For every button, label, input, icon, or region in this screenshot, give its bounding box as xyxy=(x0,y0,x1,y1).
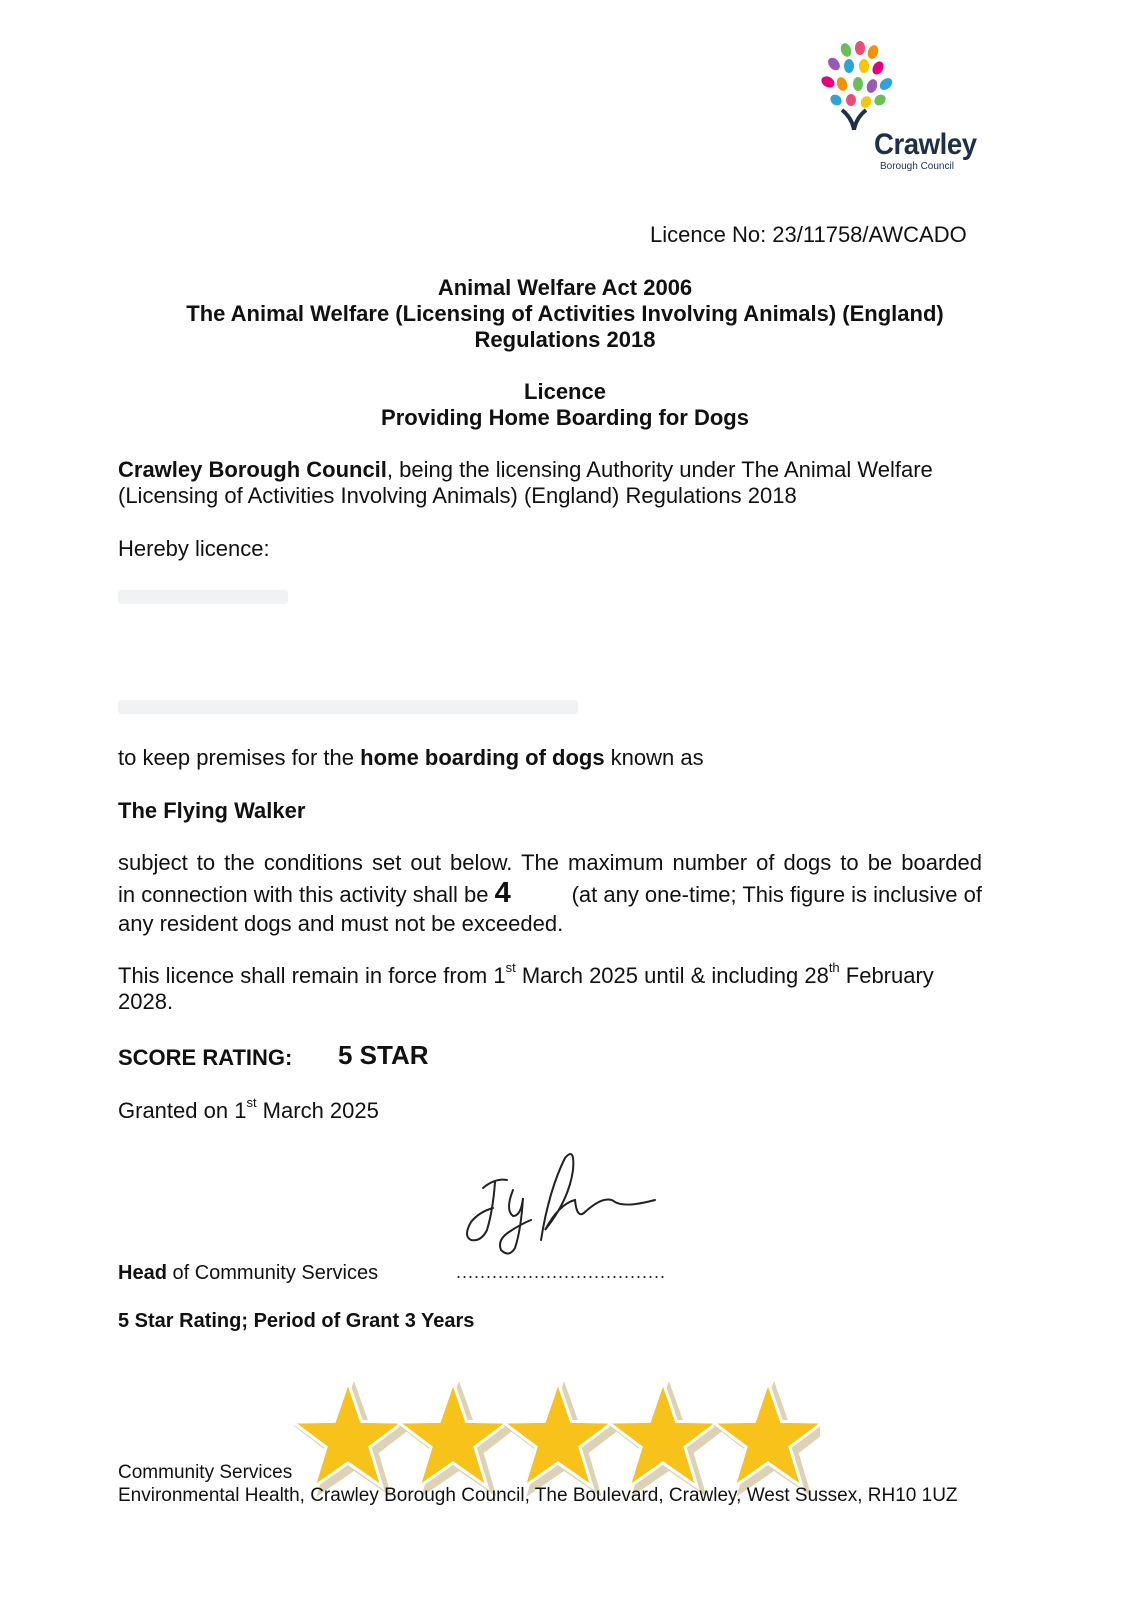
redacted-licensee-address xyxy=(118,700,578,714)
granted-date xyxy=(118,1094,379,1124)
intro-line-1 xyxy=(118,456,933,483)
validity-line-2: 2028. xyxy=(118,989,174,1014)
conditions-post: (at any one-time; This figure is inclusive of xyxy=(571,882,982,907)
granted-pre: Granted on 1 xyxy=(118,1098,247,1123)
regulations-title: The Animal Welfare (Licensing of Activities Involving Animals) (England) xyxy=(186,301,944,326)
crawley-logo xyxy=(830,40,1000,175)
granted-post: March 2025 xyxy=(256,1098,379,1123)
tree-icon xyxy=(816,40,916,130)
regulations-year: Regulations 2018 xyxy=(474,327,656,352)
validity-post: February xyxy=(839,963,934,988)
conditions-line-1: subject to the conditions set out below. The maximum number of dogs to be boarded xyxy=(118,850,982,875)
licence-heading: Licence xyxy=(524,379,606,404)
signatory-role: Head xyxy=(118,1262,167,1284)
five-star-rating xyxy=(270,1380,820,1500)
star-icon xyxy=(713,1381,820,1497)
intro-text: , being the licensing Authority under The Animal Welfare xyxy=(386,457,933,482)
star-icon xyxy=(293,1381,415,1497)
signature-line: ................................... xyxy=(456,1262,667,1282)
redacted-licensee-name xyxy=(118,590,288,604)
conditions-line-2 xyxy=(118,877,982,909)
signatory xyxy=(118,1260,378,1286)
premises-pre: to keep premises for the xyxy=(118,745,361,770)
business-name: The Flying Walker xyxy=(118,798,306,823)
max-dogs: 4 xyxy=(494,877,511,909)
council-name: Crawley Borough Council xyxy=(118,457,387,482)
conditions-pre-text: in connection with this activity shall be xyxy=(118,882,495,907)
star-icon xyxy=(398,1381,520,1497)
granted-sup: st xyxy=(246,1094,257,1110)
validity-line-1 xyxy=(118,959,934,989)
signatory-department: of Community Services xyxy=(166,1262,379,1284)
rating-summary: 5 Star Rating; Period of Grant 3 Years xyxy=(118,1310,475,1332)
score-value: 5 STAR xyxy=(338,1040,429,1070)
premises-line xyxy=(118,744,704,771)
validity-sup-2: th xyxy=(828,959,840,975)
conditions-line-3: any resident dogs and must not be exceeded. xyxy=(118,911,564,936)
intro-line-2: (Licensing of Activities Involving Animals) (England) Regulations 2018 xyxy=(118,483,797,508)
star-icon xyxy=(503,1381,625,1497)
hereby-licence: Hereby licence: xyxy=(118,536,270,561)
signature xyxy=(465,1150,685,1260)
premises-post: known as xyxy=(604,745,704,770)
footer-address: Environmental Health, Crawley Borough Council, The Boulevard, Crawley, West Sussex, RH10 1UZ xyxy=(118,1485,958,1506)
conditions-pre xyxy=(118,877,511,909)
logo-wordmark: Crawley xyxy=(874,128,977,161)
act-title: Animal Welfare Act 2006 xyxy=(437,275,693,300)
validity-mid: March 2025 until & including 28 xyxy=(515,963,829,988)
footer-department: Community Services xyxy=(118,1462,293,1483)
score-label: SCORE RATING: xyxy=(118,1045,293,1070)
activity-name: home boarding of dogs xyxy=(360,745,605,770)
logo-subtitle: Borough Council xyxy=(880,161,954,172)
validity-pre: This licence shall remain in force from 1 xyxy=(118,963,506,988)
licence-number: Licence No: 23/11758/AWCADO xyxy=(650,222,967,247)
licence-activity: Providing Home Boarding for Dogs xyxy=(381,405,749,430)
validity-sup-1: st xyxy=(505,959,516,975)
star-icon xyxy=(608,1381,730,1497)
